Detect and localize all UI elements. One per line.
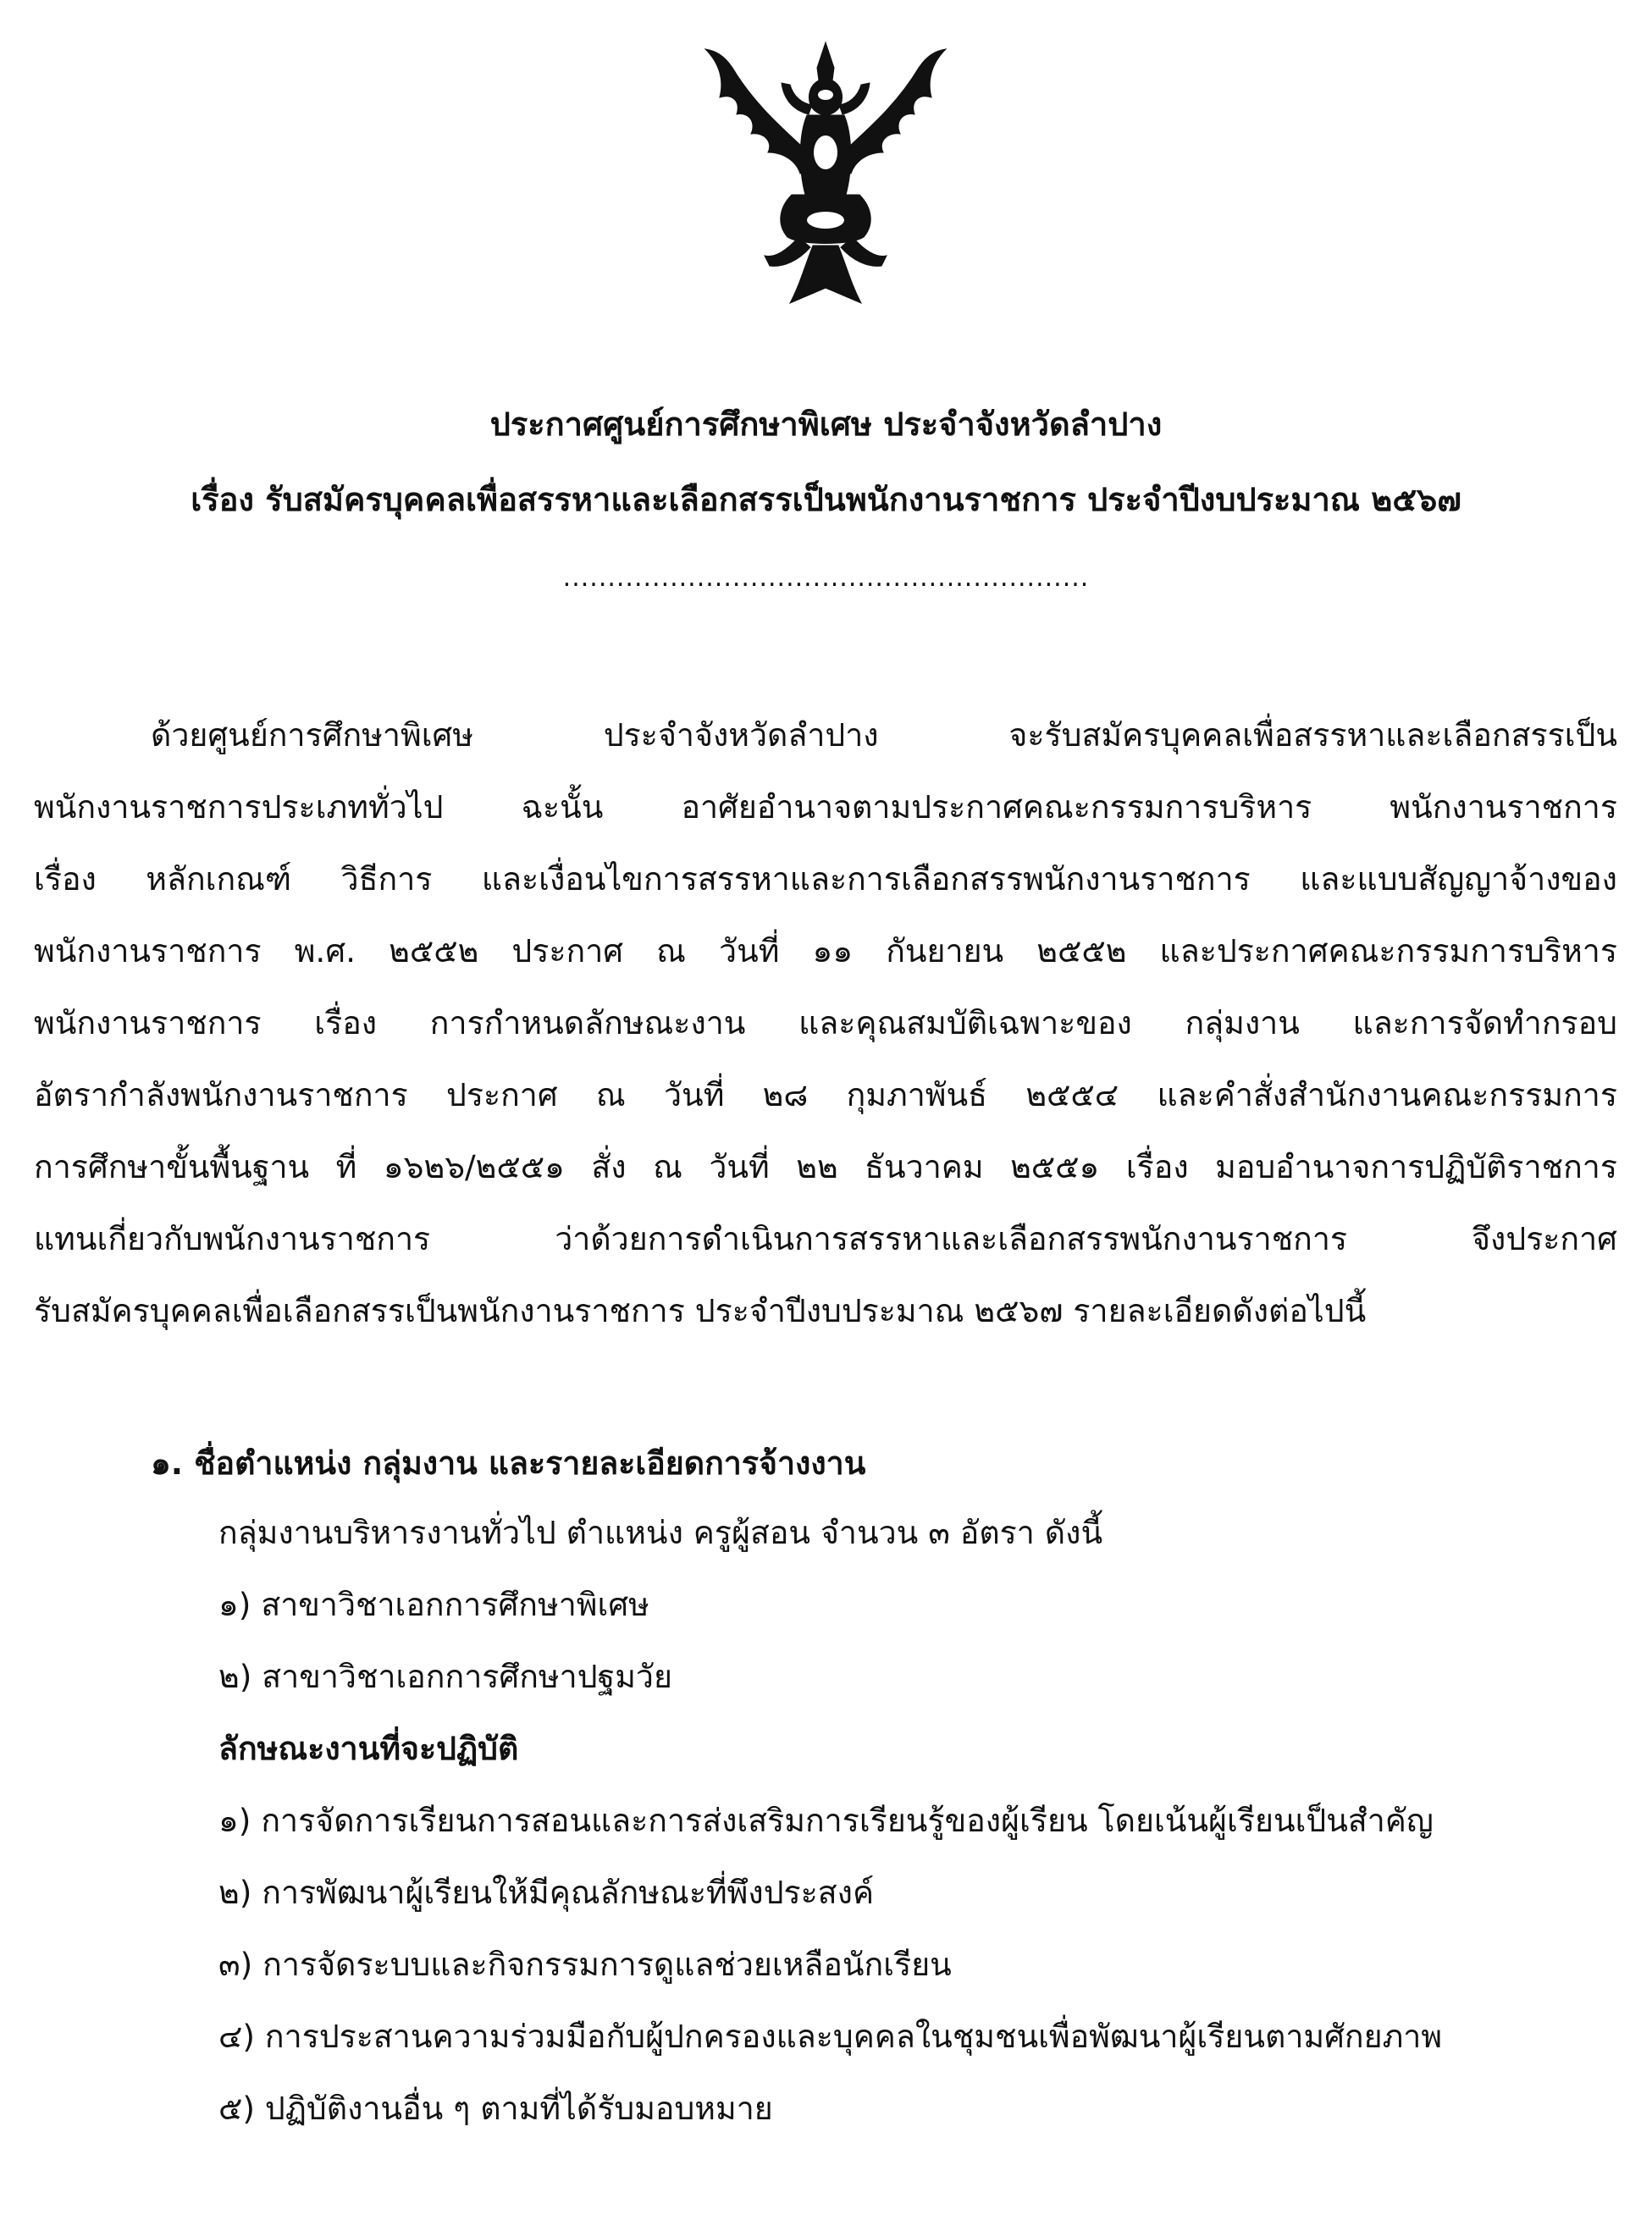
duty-item-3: ๓) การจัดระบบและกิจกรรมการดูแลช่วยเหลือนักเรียน <box>218 1946 952 1983</box>
duty-item-1: ๑) การจัดการเรียนการสอนและการส่งเสริมการเรียนรู้ของผู้เรียน โดยเน้นผู้เรียนเป็นสำคัญ <box>218 1802 1434 1839</box>
major-item-1: ๑) สาขาวิชาเอกการศึกษาพิเศษ <box>218 1586 649 1623</box>
title-separator: ........................................................... <box>562 563 1090 593</box>
section-1-heading: ๑. ชื่อตำแหน่ง กลุ่มงาน และรายละเอียดการจ้างงาน <box>151 1444 866 1482</box>
duty-item-2: ๒) การพัฒนาผู้เรียนให้มีคุณลักษณะที่พึงประสงค์ <box>218 1874 875 1911</box>
paragraph-line-3: เรื่อง หลักเกณฑ์ วิธีการ และเงื่อนไขการสรรหาและการเลือกสรรพนักงานราชการ และแบบสัญญาจ้างของ <box>34 860 1617 898</box>
paragraph-line-5: พนักงานราชการ เรื่อง การกำหนดลักษณะงาน และคุณสมบัติเฉพาะของ กลุ่มงาน และการจัดทำกรอบ <box>34 1004 1617 1041</box>
paragraph-line-8: แทนเกี่ยวกับพนักงานราชการ ว่าด้วยการดำเนินการสรรหาและเลือกสรรพนักงานราชการ จึงประกาศ <box>34 1220 1617 1257</box>
duty-item-4: ๔) การประสานความร่วมมือกับผู้ปกครองและบุคคลในชุมชนเพื่อพัฒนาผู้เรียนตามศักยภาพ <box>218 2018 1443 2055</box>
announcement-subject: เรื่อง รับสมัครบุคคลเพื่อสรรหาและเลือกสรรเป็นพนักงานราชการ ประจำปีงบประมาณ ๒๕๖๗ <box>191 481 1461 518</box>
paragraph-line-2: พนักงานราชการประเภททั่วไป ฉะนั้น อาศัยอำนาจตามประกาศคณะกรรมการบริหาร พนักงานราชการ <box>34 788 1617 826</box>
duty-item-5: ๕) ปฏิบัติงานอื่น ๆ ตามที่ได้รับมอบหมาย <box>218 2090 773 2127</box>
major-item-2: ๒) สาขาวิชาเอกการศึกษาปฐมวัย <box>218 1658 672 1695</box>
announcement-title: ประกาศศูนย์การศึกษาพิเศษ ประจำจังหวัดลำปาง <box>489 406 1163 443</box>
position-line: กลุ่มงานบริหารงานทั่วไป ตำแหน่ง ครูผู้สอน จำนวน ๓ อัตรา ดังนี้ <box>218 1514 1103 1551</box>
paragraph-line-4: พนักงานราชการ พ.ศ. ๒๕๕๒ ประกาศ ณ วันที่ ๑๑ กันยายน ๒๕๕๒ และประกาศคณะกรรมการบริหาร <box>34 932 1617 969</box>
garuda-emblem-icon <box>699 34 953 313</box>
paragraph-line-9: รับสมัครบุคคลเพื่อเลือกสรรเป็นพนักงานราชการ ประจำปีงบประมาณ ๒๕๖๗ รายละเอียดดังต่อไปนี้ <box>34 1292 1367 1329</box>
duties-heading: ลักษณะงานที่จะปฏิบัติ <box>218 1730 519 1767</box>
paragraph-line-1: ด้วยศูนย์การศึกษาพิเศษ ประจำจังหวัดลำปาง จะรับสมัครบุคคลเพื่อสรรหาและเลือกสรรเป็น <box>151 716 1617 754</box>
paragraph-line-7: การศึกษาขั้นพื้นฐาน ที่ ๑๖๒๖/๒๕๕๑ สั่ง ณ วันที่ ๒๒ ธันวาคม ๒๕๕๑ เรื่อง มอบอำนาจการปฏิบัติราชการ <box>34 1148 1617 1185</box>
paragraph-line-6: อัตรากำลังพนักงานราชการ ประกาศ ณ วันที่ ๒๘ กุมภาพันธ์ ๒๕๕๔ และคำสั่งสำนักงานคณะกรรมการ <box>34 1076 1617 1113</box>
